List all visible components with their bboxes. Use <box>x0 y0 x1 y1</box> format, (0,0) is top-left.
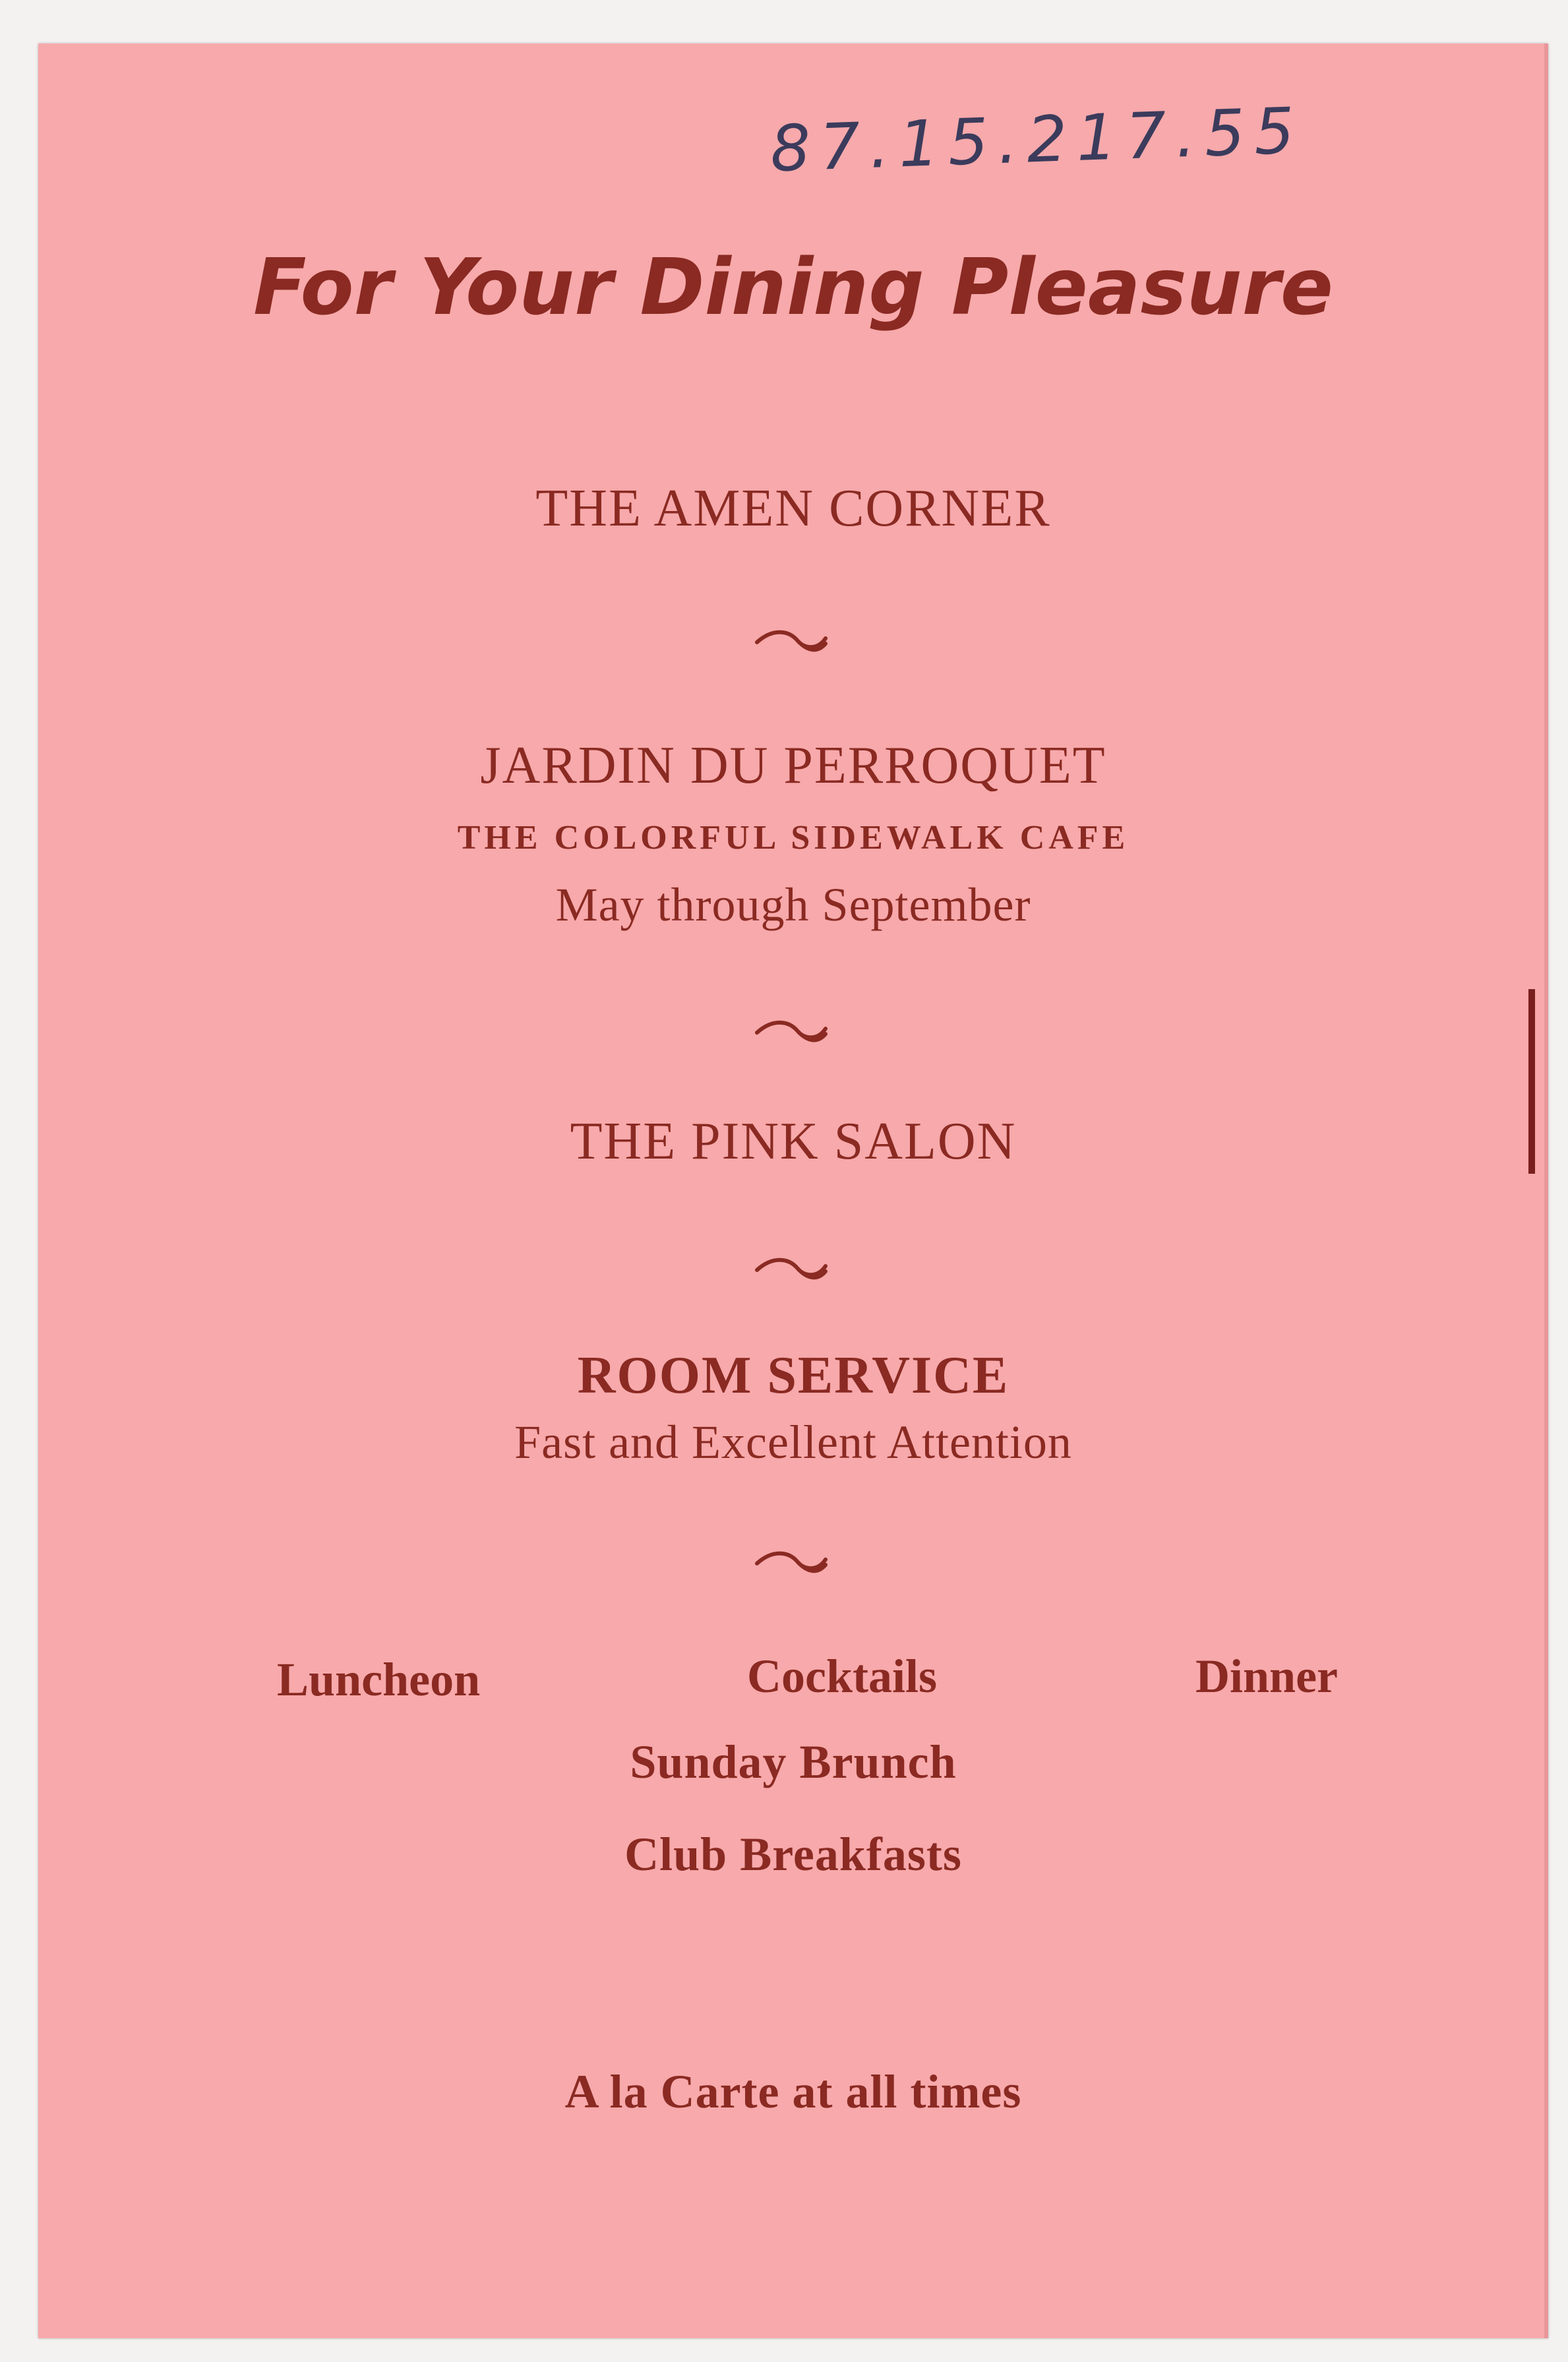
venue-room-service: ROOM SERVICE <box>577 1347 1010 1405</box>
handwritten-accession-number: 87.15.217.55 <box>769 93 1305 187</box>
service-club-breakfasts: Club Breakfasts <box>624 1828 962 1881</box>
ornament-icon <box>752 1019 831 1046</box>
service-dinner: Dinner <box>1195 1650 1338 1703</box>
menu-card <box>38 44 1548 2338</box>
service-luncheon: Luncheon <box>277 1653 481 1706</box>
venue-room-service-note: Fast and Excellent Attention <box>514 1416 1072 1469</box>
ornament-icon <box>752 629 831 655</box>
venue-jardin-subtitle: THE COLORFUL SIDEWALK CAFE <box>457 819 1130 857</box>
venue-amen-corner: THE AMEN CORNER <box>535 479 1051 537</box>
headline: For Your Dining Pleasure <box>253 241 1333 332</box>
service-sunday-brunch: Sunday Brunch <box>630 1736 957 1788</box>
ornament-icon <box>752 1550 831 1577</box>
venue-jardin-season: May through September <box>555 878 1031 931</box>
venue-jardin-du-perroquet: JARDIN DU PERROQUET <box>480 737 1106 795</box>
venue-pink-salon: THE PINK SALON <box>570 1112 1017 1170</box>
footer-a-la-carte: A la Carte at all times <box>564 2065 1022 2118</box>
service-cocktails: Cocktails <box>747 1650 937 1703</box>
ornament-icon <box>752 1257 831 1283</box>
binding-edge <box>1528 989 1535 1174</box>
